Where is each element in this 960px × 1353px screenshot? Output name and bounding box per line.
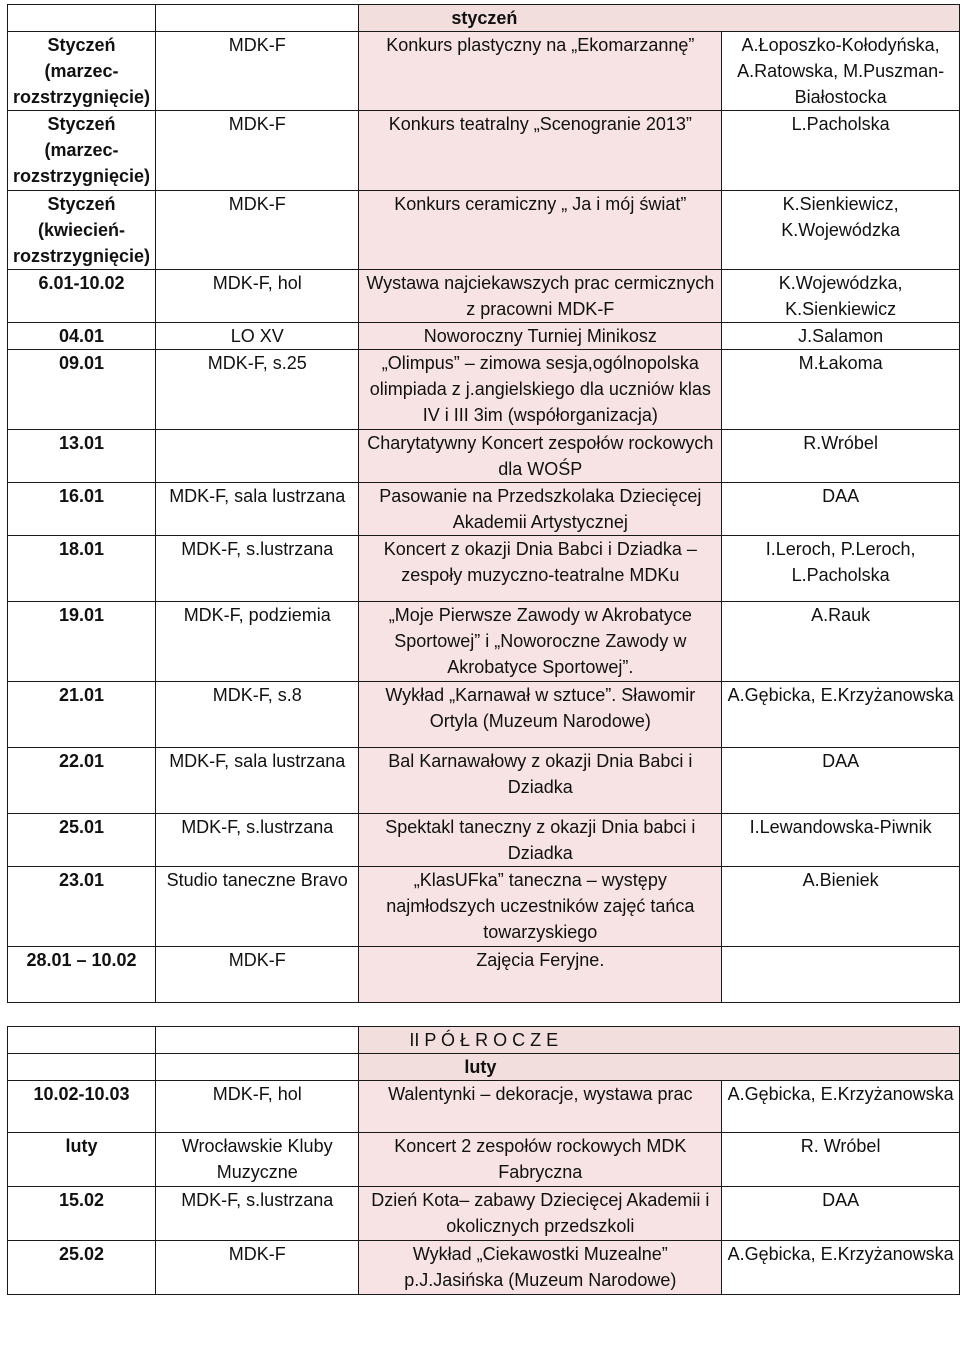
people-cell: A.Łoposzko-Kołodyńska, A.Ratowska, M.Puszman-Białostocka: [722, 32, 960, 111]
place-cell: MDK-F: [156, 32, 359, 111]
people-cell: K.Sienkiewicz, K.Wojewódzka: [722, 191, 960, 270]
people-cell: M.Łakoma: [722, 350, 960, 430]
semester-header-row: [8, 1027, 960, 1054]
event-cell: Koncert 2 zespołów rockowych MDK Fabryczna: [359, 1133, 722, 1187]
place-cell: MDK-F: [156, 1241, 359, 1295]
table-row: [8, 1081, 960, 1133]
table-row: [8, 350, 960, 430]
table-row: [8, 32, 960, 111]
event-cell: Koncert z okazji Dnia Babci i Dziadka – zespoły muzyczno-teatralne MDKu: [359, 536, 722, 602]
table-row: [8, 814, 960, 867]
table-row: [8, 111, 960, 191]
date-cell: 25.01: [8, 814, 156, 867]
place-cell: MDK-F, sala lustrzana: [156, 748, 359, 814]
table-row: [8, 867, 960, 947]
event-cell: Konkurs plastyczny na „Ekomarzannę”: [359, 32, 722, 111]
people-cell: I.Leroch, P.Leroch, L.Pacholska: [722, 536, 960, 602]
people-cell: DAA: [722, 748, 960, 814]
month-header: styczeń: [359, 5, 960, 32]
event-cell: Bal Karnawałowy z okazji Dnia Babci i Dziadka: [359, 748, 722, 814]
schedule-table-february: [7, 1026, 960, 1295]
place-cell: MDK-F, s.lustrzana: [156, 1187, 359, 1241]
date-cell: 21.01: [8, 682, 156, 748]
event-cell: Dzień Kota– zabawy Dziecięcej Akademii i okolicznych przedszkoli: [359, 1187, 722, 1241]
table-row: [8, 947, 960, 1003]
date-cell: luty: [8, 1133, 156, 1187]
place-cell: Studio taneczne Bravo: [156, 867, 359, 947]
place-cell: Wrocławskie Kluby Muzyczne: [156, 1133, 359, 1187]
date-cell: 13.01: [8, 430, 156, 483]
people-cell: K.Wojewódzka, K.Sienkiewicz: [722, 270, 960, 323]
table-row: [8, 483, 960, 536]
date-cell: 22.01: [8, 748, 156, 814]
people-cell: A.Rauk: [722, 602, 960, 682]
place-cell: MDK-F: [156, 191, 359, 270]
people-cell: DAA: [722, 1187, 960, 1241]
table-row: [8, 1241, 960, 1295]
people-cell: A.Gębicka, E.Krzyżanowska: [722, 1241, 960, 1295]
place-cell: MDK-F, sala lustrzana: [156, 483, 359, 536]
people-cell: R. Wróbel: [722, 1133, 960, 1187]
event-cell: Konkurs ceramiczny „ Ja i mój świat”: [359, 191, 722, 270]
schedule-table-january: [7, 4, 960, 1003]
event-cell: Noworoczny Turniej Minikosz: [359, 323, 722, 350]
date-cell: 04.01: [8, 323, 156, 350]
month-header-row: [8, 1054, 960, 1081]
event-cell: Zajęcia Feryjne.: [359, 947, 722, 1003]
place-cell: MDK-F, s.lustrzana: [156, 536, 359, 602]
date-cell: Styczeń (marzec-rozstrzygnięcie): [8, 32, 156, 111]
date-cell: 23.01: [8, 867, 156, 947]
table-row: [8, 191, 960, 270]
event-cell: Pasowanie na Przedszkolaka Dziecięcej Akademii Artystycznej: [359, 483, 722, 536]
date-cell: 25.02: [8, 1241, 156, 1295]
date-cell: 10.02-10.03: [8, 1081, 156, 1133]
place-cell: MDK-F, podziemia: [156, 602, 359, 682]
place-cell: MDK-F, s.lustrzana: [156, 814, 359, 867]
event-cell: Charytatywny Koncert zespołów rockowych dla WOŚP: [359, 430, 722, 483]
place-cell: LO XV: [156, 323, 359, 350]
people-cell: A.Gębicka, E.Krzyżanowska: [722, 1081, 960, 1133]
event-cell: Konkurs teatralny „Scenogranie 2013”: [359, 111, 722, 191]
event-cell: Wystawa najciekawszych prac cermicznych z pracowni MDK-F: [359, 270, 722, 323]
event-cell: Walentynki – dekoracje, wystawa prac: [359, 1081, 722, 1133]
table-row: [8, 323, 960, 350]
event-cell: Wykład „Karnawał w sztuce”. Sławomir Ortyla (Muzeum Narodowe): [359, 682, 722, 748]
people-cell: I.Lewandowska-Piwnik: [722, 814, 960, 867]
people-cell: A.Gębicka, E.Krzyżanowska: [722, 682, 960, 748]
date-cell: 6.01-10.02: [8, 270, 156, 323]
people-cell: R.Wróbel: [722, 430, 960, 483]
table-row: [8, 536, 960, 602]
month-header: luty: [359, 1054, 960, 1081]
table-row: [8, 602, 960, 682]
table-row: [8, 682, 960, 748]
place-cell: MDK-F, hol: [156, 270, 359, 323]
table-row: [8, 1133, 960, 1187]
people-cell: J.Salamon: [722, 323, 960, 350]
date-cell: 09.01: [8, 350, 156, 430]
people-cell: L.Pacholska: [722, 111, 960, 191]
date-cell: 28.01 – 10.02: [8, 947, 156, 1003]
event-cell: „KlasUFka” taneczna – występy najmłodszych uczestników zajęć tańca towarzyskiego: [359, 867, 722, 947]
place-cell: MDK-F, s.8: [156, 682, 359, 748]
month-header-row: [8, 5, 960, 32]
semester-header: II P Ó Ł R O C Z E: [359, 1027, 960, 1054]
date-cell: 15.02: [8, 1187, 156, 1241]
date-cell: Styczeń (kwiecień-rozstrzygnięcie): [8, 191, 156, 270]
place-cell: [156, 430, 359, 483]
event-cell: Wykład „Ciekawostki Muzealne” p.J.Jasińska (Muzeum Narodowe): [359, 1241, 722, 1295]
event-cell: „Moje Pierwsze Zawody w Akrobatyce Sportowej” i „Noworoczne Zawody w Akrobatyce Sportowej”.: [359, 602, 722, 682]
table-row: [8, 270, 960, 323]
place-cell: MDK-F, s.25: [156, 350, 359, 430]
table-row: [8, 748, 960, 814]
place-cell: MDK-F: [156, 947, 359, 1003]
people-cell: [722, 947, 960, 1003]
date-cell: 19.01: [8, 602, 156, 682]
event-cell: Spektakl taneczny z okazji Dnia babci i Dziadka: [359, 814, 722, 867]
place-cell: MDK-F, hol: [156, 1081, 359, 1133]
date-cell: Styczeń (marzec-rozstrzygnięcie): [8, 111, 156, 191]
table-row: [8, 1187, 960, 1241]
date-cell: 16.01: [8, 483, 156, 536]
event-cell: „Olimpus” – zimowa sesja,ogólnopolska olimpiada z j.angielskiego dla uczniów klas IV i III 3im (współorganizacja): [359, 350, 722, 430]
date-cell: 18.01: [8, 536, 156, 602]
people-cell: DAA: [722, 483, 960, 536]
place-cell: MDK-F: [156, 111, 359, 191]
table-row: [8, 430, 960, 483]
people-cell: A.Bieniek: [722, 867, 960, 947]
